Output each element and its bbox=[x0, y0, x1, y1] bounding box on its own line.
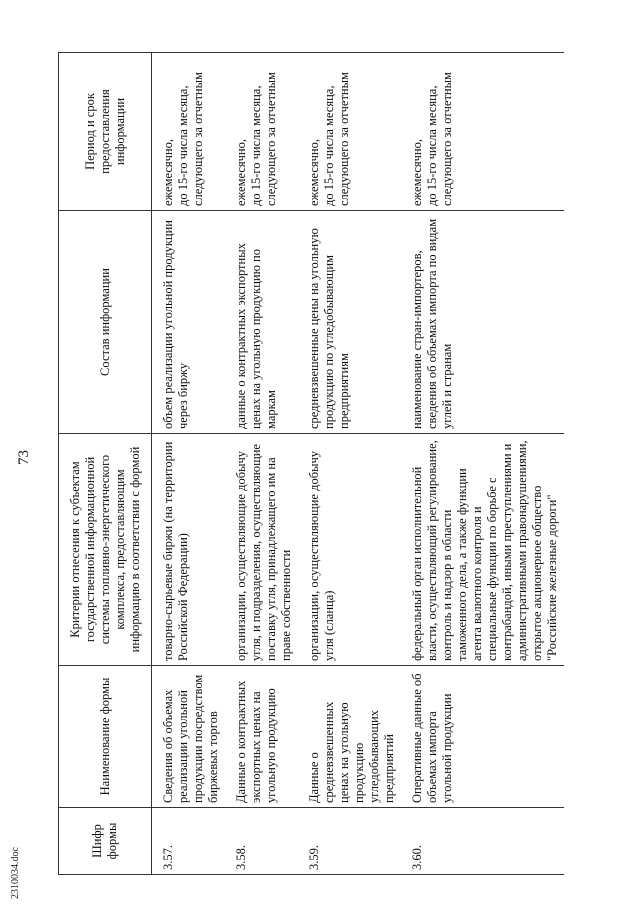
form-period: ежемесячно, до 15-го числа месяца, следующего за отчетным bbox=[152, 53, 226, 211]
form-code: 3.57. bbox=[152, 808, 226, 875]
forms-table bbox=[58, 52, 564, 875]
file-name: 2310034.doc bbox=[10, 847, 21, 899]
table-row bbox=[401, 53, 564, 875]
form-code: 3.59. bbox=[298, 808, 401, 875]
header-period: Период и срок предоставления информации bbox=[59, 53, 152, 211]
form-content: наименование стран-импортеров, сведения об объемах импорта по видам углей и странам bbox=[401, 211, 564, 434]
form-criteria: организации, осуществляющие добычу угля, и подразделения, осуществляющие поставку угля, принадлежащего им на праве собственности bbox=[225, 434, 298, 666]
form-content: средневзвешенные цены на угольную продукцию по угледобывающим предприятиям bbox=[298, 211, 401, 434]
form-code: 3.58. bbox=[225, 808, 298, 875]
header-content: Состав информации bbox=[59, 211, 152, 434]
form-criteria: федеральный орган исполнительной власти, осуществляющий регулирование, контроль и надзор в области таможенного дела, а также функции агента валютного контроля и специальные функции по борьбе с контрабандой, иными преступлениями и административными правонарушениями, открытое акционерное общество "Российские железные дороги" bbox=[401, 434, 564, 666]
form-criteria: товарно-сырьевые биржи (на территории Российской Федерации) bbox=[152, 434, 226, 666]
form-criteria: организации, осуществляющие добычу угля (сланца) bbox=[298, 434, 401, 666]
form-content: объем реализации угольной продукции через биржу bbox=[152, 211, 226, 434]
form-period: ежемесячно, до 15-го числа месяца, следующего за отчетным bbox=[298, 53, 401, 211]
page-number: 73 bbox=[16, 450, 32, 465]
form-name: Данные о средневзвешенных ценах на угольную продукцию угледобывающих предприятий bbox=[298, 666, 401, 808]
form-name: Оперативные данные об объемах импорта угольной продукции bbox=[401, 666, 564, 808]
table-header-row bbox=[59, 53, 152, 875]
form-name: Данные о контрактных экспортных ценах на угольную продукцию bbox=[225, 666, 298, 808]
table-row bbox=[225, 53, 298, 875]
form-code: 3.60. bbox=[401, 808, 564, 875]
form-name: Сведения об объемах реализации угольной продукции посредством биржевых торгов bbox=[152, 666, 226, 808]
table-row bbox=[152, 53, 226, 875]
header-name: Наименование формы bbox=[59, 666, 152, 808]
form-content: данные о контрактных экспортных ценах на угольную продукцию по маркам bbox=[225, 211, 298, 434]
table-row bbox=[298, 53, 401, 875]
header-code: Шифр формы bbox=[59, 808, 152, 875]
form-period: ежемесячно, до 15-го числа месяца, следующего за отчетным bbox=[225, 53, 298, 211]
header-criteria: Критерии отнесения к субъектам государственной информационной системы топливно-энергетического комплекса, предоставляющим информацию в соответствии с формой bbox=[59, 434, 152, 666]
form-period: ежемесячно, до 15-го числа месяца, следующего за отчетным bbox=[401, 53, 564, 211]
